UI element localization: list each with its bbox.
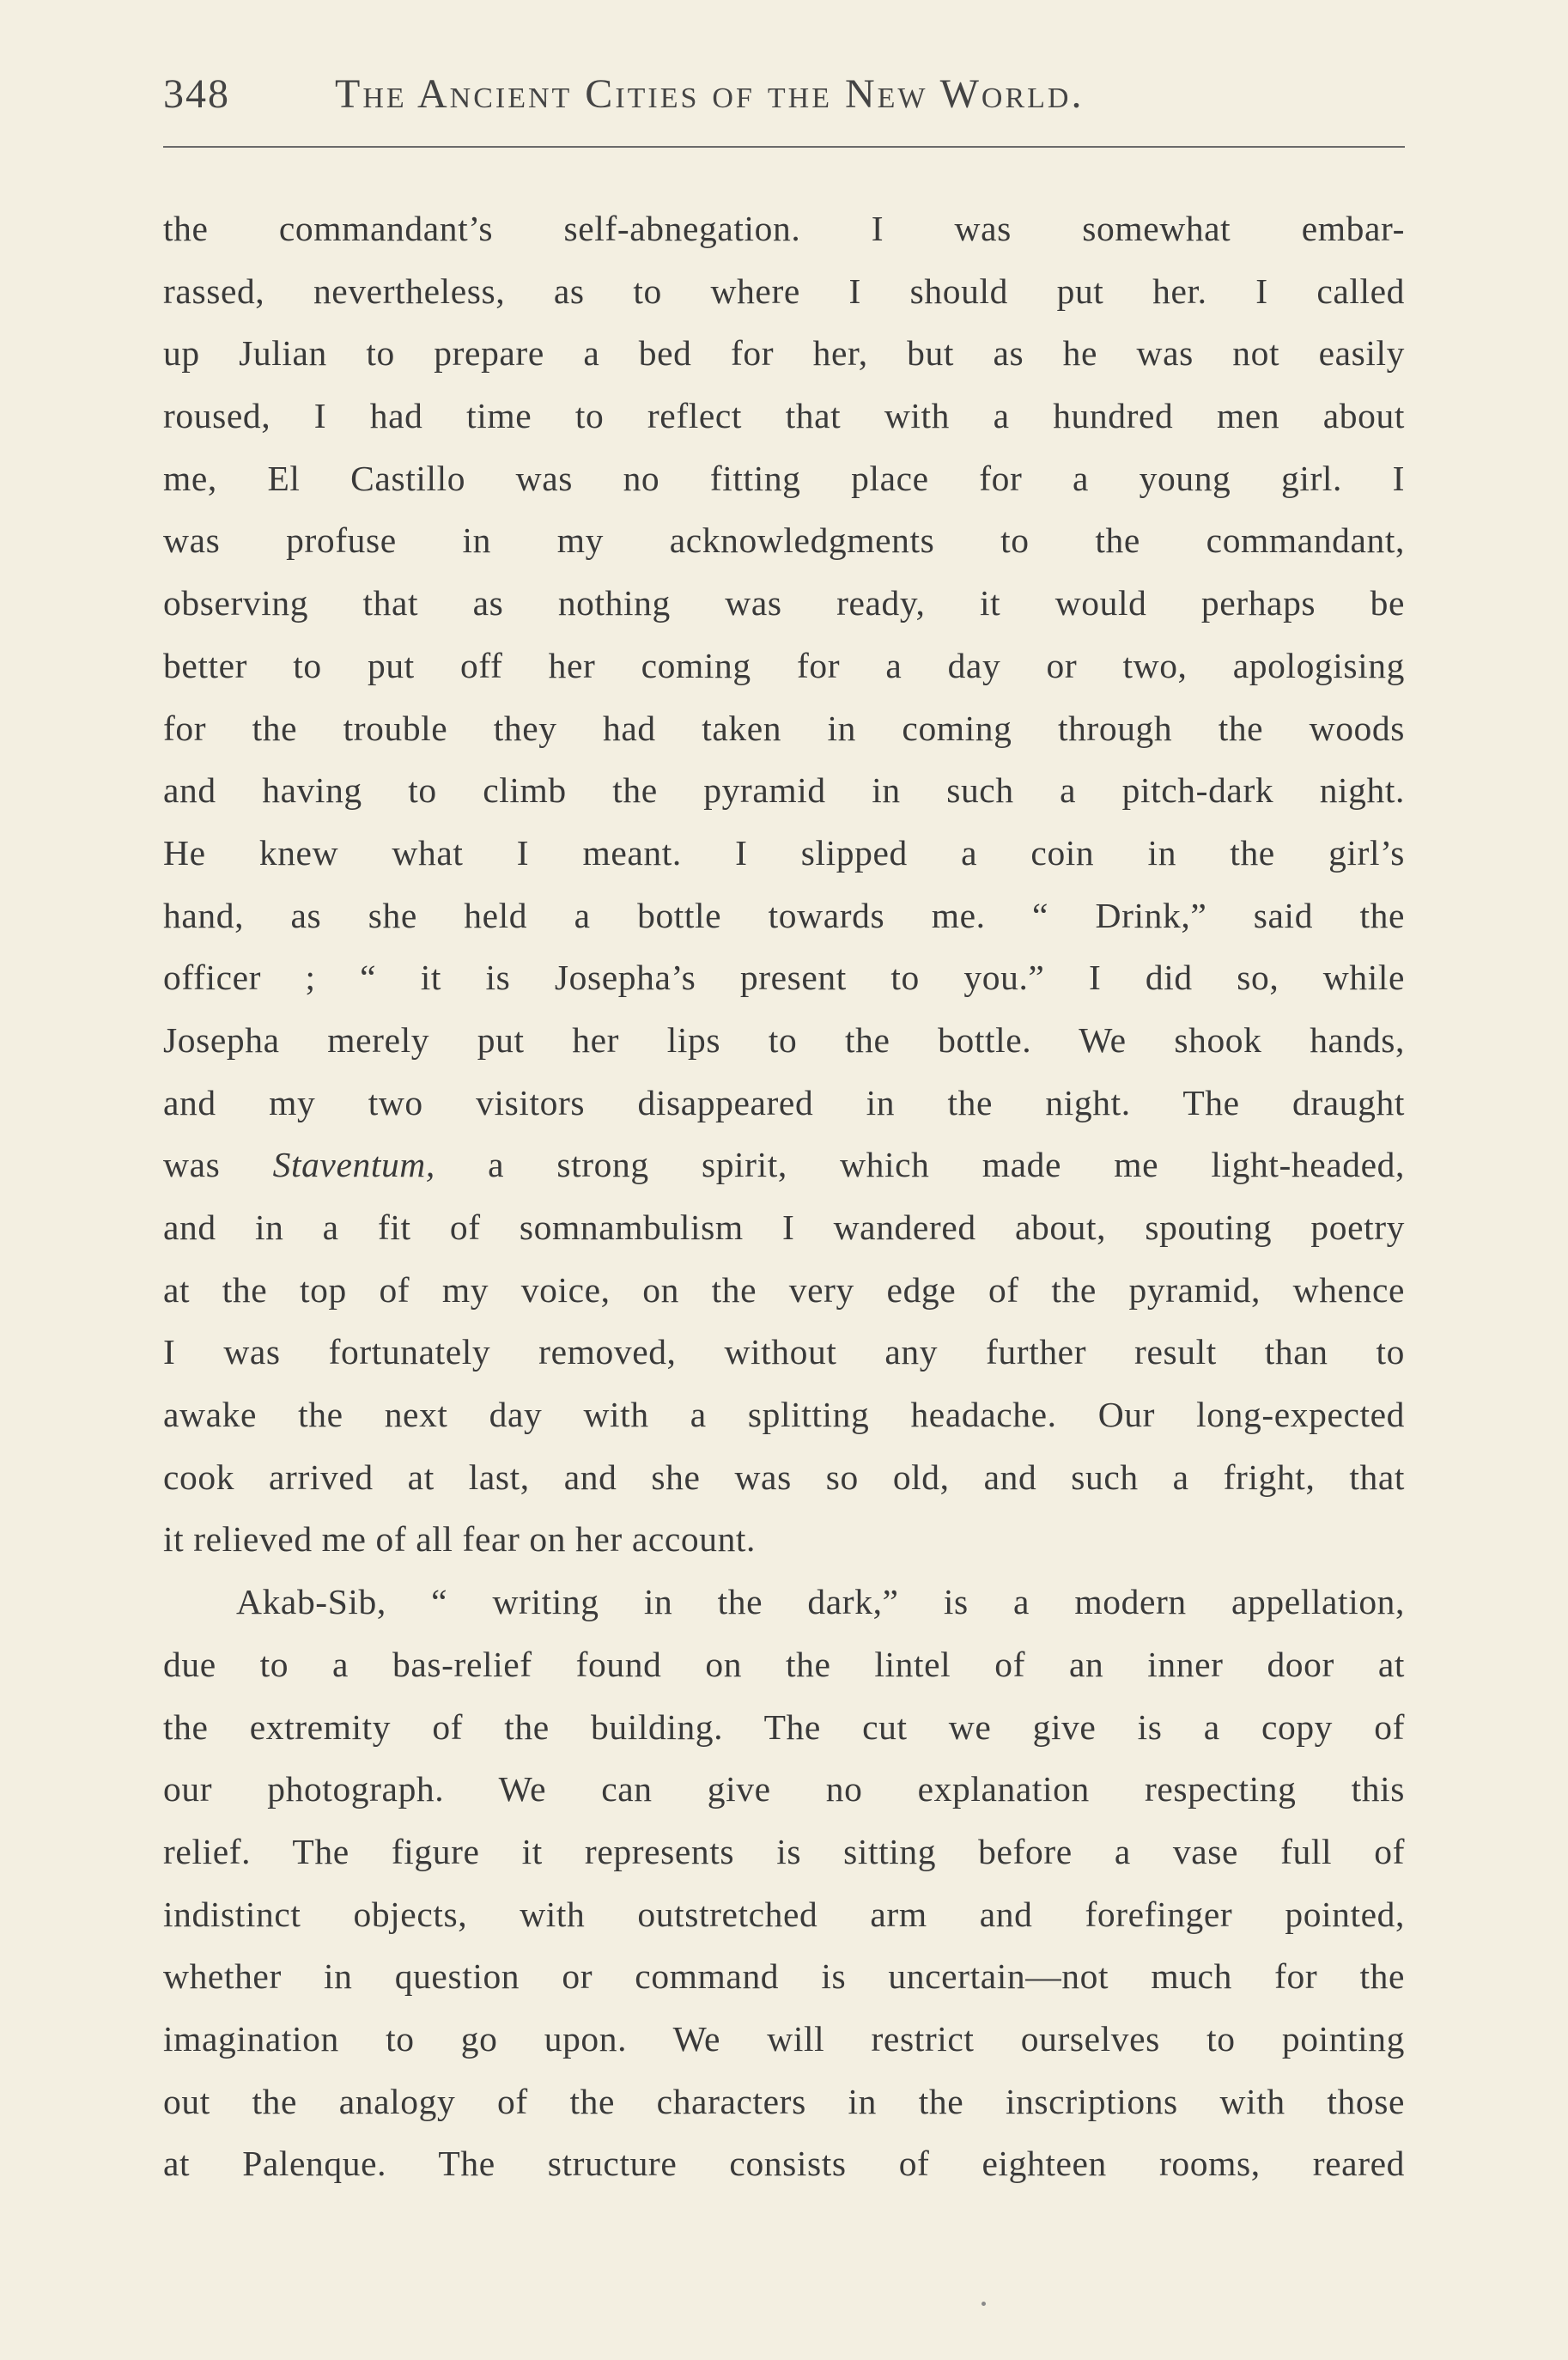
line-segment: a strong spirit, which made me light-headed, (435, 1145, 1405, 1185)
body-text (163, 198, 1405, 2195)
text-line: due to a bas-relief found on the lintel of an inner door at (163, 1644, 1405, 1684)
text-line: relief. The figure it represents is sitting before a vase full of (163, 1831, 1405, 1871)
text-line: our photograph. We can give no explanation respecting this (163, 1769, 1405, 1810)
text-line: indistinct objects, with outstretched arm and forefinger pointed, (163, 1894, 1405, 1934)
text-line: up Julian to prepare a bed for her, but as he was not easily (163, 333, 1405, 374)
text-line: me, El Castillo was no fitting place for a young girl. I (163, 458, 1405, 498)
text-line: the commandant’s self-abnegation. I was somewhat embar- (163, 209, 1405, 248)
text-line: He knew what I meant. I slipped a coin in the girl’s (163, 832, 1405, 873)
running-title: The Ancient Cities of the New World. (335, 71, 1085, 117)
text-line: I was fortunately removed, without any further result than to (163, 1332, 1405, 1372)
italic-term: Staventum, (272, 1145, 435, 1185)
text-line: and having to climb the pyramid in such a pitch-dark night. (163, 770, 1405, 811)
line-segment: was (163, 1145, 273, 1185)
text-line: at Palenque. The structure consists of eighteen rooms, reared (163, 2144, 1405, 2184)
text-line: Josepha merely put her lips to the bottle. We shook hands, (163, 1019, 1405, 1060)
text-line: and my two visitors disappeared in the night. The draught (163, 1082, 1405, 1122)
paper-speck (982, 2302, 986, 2306)
text-line: rassed, nevertheless, as to where I should put her. I called (163, 271, 1405, 311)
text-line: officer ; “ it is Josepha’s present to you.” I did so, while (163, 958, 1405, 998)
text-line: better to put off her coming for a day or two, apologising (163, 645, 1405, 685)
text-line: and in a fit of somnambulism I wandered about, spouting poetry (163, 1207, 1405, 1247)
text-line: was profuse in my acknowledgments to the commandant, (163, 520, 1405, 561)
page-number: 348 (163, 71, 230, 117)
text-line: whether in question or command is uncertain—not much for the (163, 1956, 1405, 1997)
text-line: it relieved me of all fear on her account. (163, 1519, 757, 1560)
text-line: for the trouble they had taken in coming through the woods (163, 708, 1405, 748)
text-line: at the top of my voice, on the very edge of the pyramid, whence (163, 1269, 1405, 1310)
text-line-with-italic (163, 1134, 1405, 1196)
text-line: roused, I had time to reflect that with a hundred men about (163, 396, 1405, 436)
text-line: out the analogy of the characters in the inscriptions with those (163, 2081, 1405, 2121)
text-line: cook arrived at last, and she was so old, and such a fright, that (163, 1457, 1405, 1497)
running-head (163, 70, 1400, 131)
text-line: observing that as nothing was ready, it would perhaps be (163, 583, 1405, 623)
text-line: awake the next day with a splitting headache. Our long-expected (163, 1395, 1405, 1435)
header-rule (163, 146, 1405, 148)
text-line: Akab-Sib, “ writing in the dark,” is a modern appellation, (236, 1582, 1405, 1622)
text-line: the extremity of the building. The cut we give is a copy of (163, 1706, 1405, 1747)
text-line: hand, as she held a bottle towards me. “ Drink,” said the (163, 895, 1405, 935)
text-line: imagination to go upon. We will restrict ourselves to pointing (163, 2018, 1405, 2059)
